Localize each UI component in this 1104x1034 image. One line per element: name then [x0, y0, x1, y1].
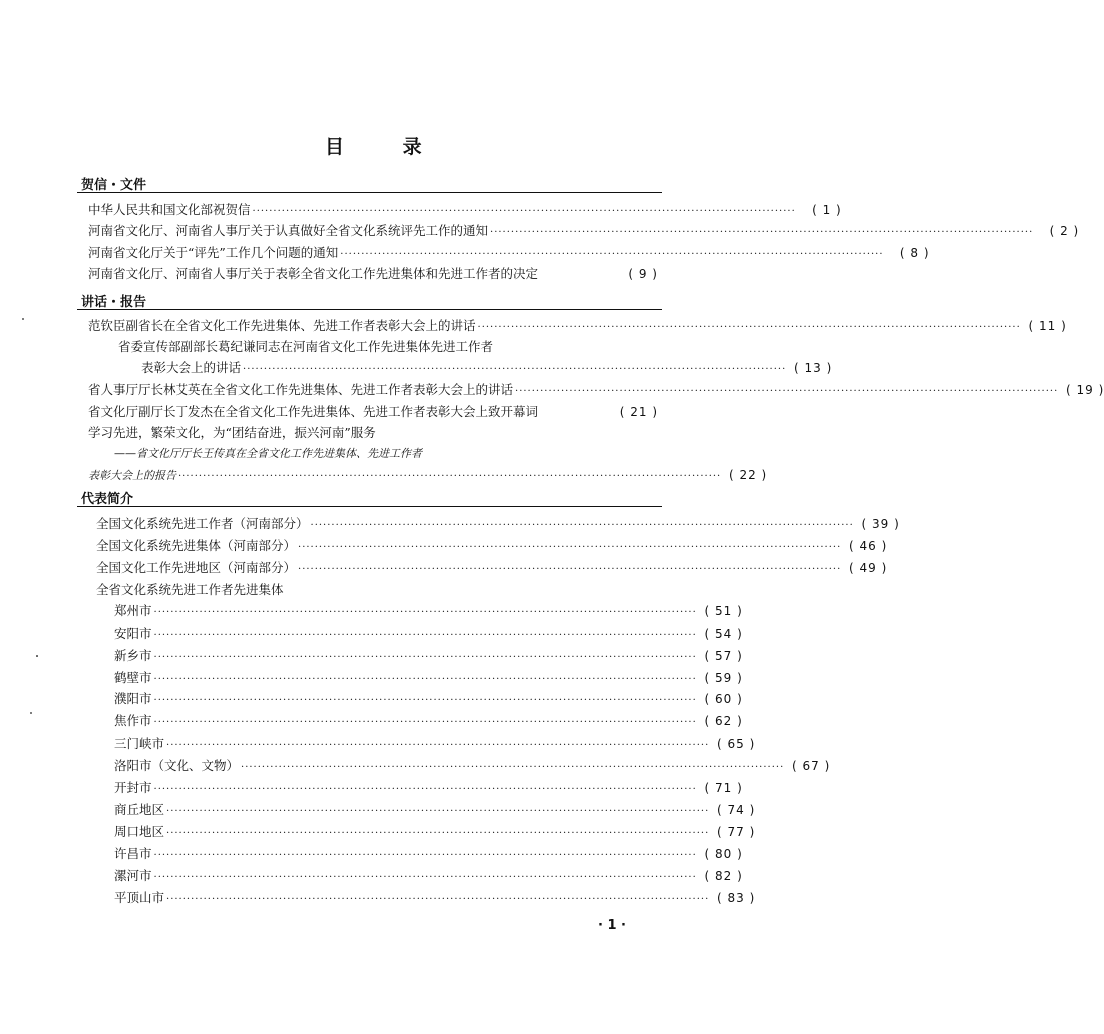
section-heading-speeches-reports	[81, 291, 146, 310]
toc-entry[interactable]	[114, 646, 743, 666]
toc-entry-page: ( 11 )	[1028, 319, 1067, 333]
toc-entry-page: ( 57 )	[704, 649, 743, 663]
leader-dots: ··································································································································	[166, 740, 710, 751]
leader-dots: ··································································································································	[166, 828, 710, 839]
toc-entry-page: ( 80 )	[704, 847, 743, 861]
section-rule	[77, 309, 662, 310]
toc-entry-title: 开封市	[114, 780, 152, 795]
section-heading-text: 代表简介	[81, 492, 134, 507]
section-heading-letters-documents	[81, 174, 146, 193]
leader-dots: ··································································································································	[477, 322, 1021, 333]
toc-entry[interactable]	[88, 243, 930, 263]
toc-entry-title: 洛阳市（文化、文物）	[114, 758, 240, 773]
toc-entry-page: ( 67 )	[791, 759, 831, 773]
section-heading-text: 讲话・报告	[81, 295, 147, 310]
toc-entry-title: 全国文化工作先进地区（河南部分）	[96, 560, 297, 575]
toc-entry-title: 焦作市	[114, 713, 152, 728]
toc-entry-title: 安阳市	[114, 626, 152, 641]
toc-entry-title-line: 省委宣传部副部长葛纪谦同志在河南省文化工作先进集体先进工作者	[118, 339, 494, 354]
toc-entry[interactable]	[114, 689, 743, 709]
toc-entry[interactable]	[114, 778, 743, 798]
toc-entry-page: ( 8 )	[899, 246, 930, 260]
toc-entry-title: 河南省文化厅、河南省人事厅关于表彰全省文化工作先进集体和先进工作者的决定	[88, 266, 539, 281]
toc-entry[interactable]	[114, 601, 743, 621]
leader-dots: ··································································································································	[340, 249, 884, 260]
toc-entry-title: 三门峡市	[114, 736, 165, 751]
toc-entry-page: ( 51 )	[704, 604, 743, 618]
toc-entry-page: ( 74 )	[716, 803, 756, 817]
leader-dots: ··································································································································	[166, 894, 710, 905]
toc-entry-page: ( 65 )	[716, 737, 756, 751]
toc-entry-page: ( 19 )	[1065, 383, 1104, 397]
toc-entry-title: 河南省文化厅、河南省人事厅关于认真做好全省文化系统评先工作的通知	[88, 223, 489, 238]
toc-entry[interactable]	[114, 866, 743, 886]
toc-entry-page: ( 46 )	[848, 539, 888, 553]
toc-entry-title: 省文化厅副厅长丁发杰在全省文化工作先进集体、先进工作者表彰大会上致开幕词	[88, 404, 539, 419]
scan-speck	[36, 655, 38, 657]
leader-dots: ··································································································································	[153, 872, 697, 883]
page-title: 目 录	[325, 136, 448, 158]
leader-dots: ··································································································································	[153, 674, 697, 685]
toc-entry-page: ( 1 )	[812, 203, 842, 217]
toc-entry-page: ( 54 )	[704, 627, 743, 641]
toc-entry[interactable]	[114, 800, 756, 820]
leader-dots: ··································································································································	[298, 542, 842, 553]
leader-dots: ··································································································································	[310, 520, 854, 531]
toc-entry[interactable]	[96, 514, 900, 534]
scan-speck	[22, 318, 24, 320]
toc-entry-title: 周口地区	[114, 824, 165, 839]
toc-entry-page: ( 62 )	[704, 714, 743, 728]
toc-entry-page: ( 59 )	[704, 671, 743, 685]
toc-entry-title: 郑州市	[114, 603, 152, 618]
toc-entry[interactable]	[88, 264, 658, 284]
section-rule	[77, 192, 662, 193]
toc-entry[interactable]	[88, 402, 658, 422]
toc-entry-title: 漯河市	[114, 868, 152, 883]
leader-dots: ··································································································································	[243, 364, 787, 375]
toc-entry-title-line: 学习先进，繁荣文化，为“团结奋进，振兴河南”服务	[88, 425, 376, 440]
toc-entry-page: ( 2 )	[1049, 224, 1080, 238]
toc-entry-page: ( 60 )	[704, 692, 743, 706]
toc-entry-title: 河南省文化厅关于“评先”工作几个问题的通知	[88, 245, 339, 260]
leader-dots: ··································································································································	[241, 762, 785, 773]
toc-entry[interactable]	[88, 380, 1104, 400]
toc-entry[interactable]	[114, 668, 743, 688]
toc-entry[interactable]	[114, 624, 743, 644]
toc-entry-page: ( 49 )	[848, 561, 888, 575]
leader-dots: ··································································································································	[153, 630, 697, 641]
section-heading-representatives	[81, 488, 133, 507]
toc-entry-title: 表彰大会上的讲话	[141, 360, 242, 375]
leader-dots: ··································································································································	[153, 850, 697, 861]
toc-entry-title: 商丘地区	[114, 802, 165, 817]
toc-entry-page: ( 13 )	[793, 361, 833, 375]
toc-entry[interactable]	[88, 465, 768, 485]
toc-entry-title: 全国文化系统先进工作者（河南部分）	[96, 516, 309, 531]
toc-entry[interactable]	[114, 756, 831, 776]
toc-entry[interactable]	[88, 221, 1080, 241]
toc-entry-subtitle-line: ——省文化厅厅长王传真在全省文化工作先进集体、先进工作者	[114, 447, 422, 460]
toc-entry-page: ( 39 )	[861, 517, 900, 531]
toc-entry[interactable]	[114, 888, 756, 908]
toc-entry-page: ( 21 )	[619, 405, 658, 419]
leader-dots: ··································································································································	[153, 607, 697, 618]
toc-entry[interactable]	[114, 844, 743, 864]
page-number: · 1 ·	[598, 918, 626, 933]
toc-entry-title: 平顶山市	[114, 890, 165, 905]
toc-entry-page: ( 9 )	[628, 267, 658, 281]
leader-dots: ··································································································································	[153, 717, 697, 728]
toc-entry-title: 范钦臣副省长在全省文化工作先进集体、先进工作者表彰大会上的讲话	[88, 318, 476, 333]
leader-dots: ··································································································································	[252, 206, 796, 217]
toc-entry-title: 全国文化系统先进集体（河南部分）	[96, 538, 297, 553]
toc-entry-page: ( 71 )	[704, 781, 743, 795]
toc-entry-title: 鹤壁市	[114, 670, 152, 685]
toc-entry[interactable]	[88, 316, 1067, 336]
toc-entry-title-line: 全省文化系统先进工作者先进集体	[96, 582, 284, 597]
toc-entry-page: ( 83 )	[716, 891, 756, 905]
toc-entry[interactable]	[114, 711, 743, 731]
toc-entry-title: 许昌市	[114, 846, 152, 861]
toc-entry[interactable]	[96, 558, 888, 578]
toc-entry[interactable]	[114, 734, 756, 754]
leader-dots: ··································································································································	[298, 564, 842, 575]
scan-speck	[30, 712, 32, 714]
section-rule	[77, 506, 662, 507]
toc-entry-page: ( 82 )	[704, 869, 743, 883]
leader-dots: ··································································································································	[490, 227, 1034, 238]
toc-entry-title: 省人事厅厅长林艾英在全省文化工作先进集体、先进工作者表彰大会上的讲话	[88, 382, 514, 397]
leader-dots: ··································································································································	[153, 784, 697, 795]
toc-entry-title: 表彰大会上的报告	[88, 469, 176, 482]
toc-entry[interactable]	[96, 536, 888, 556]
leader-dots: ··································································································································	[178, 471, 722, 482]
toc-entry-page: ( 77 )	[716, 825, 756, 839]
leader-dots: ··································································································································	[515, 386, 1059, 397]
leader-dots: ··································································································································	[153, 652, 697, 663]
section-heading-text: 贺信・文件	[81, 178, 147, 193]
toc-entry[interactable]	[88, 200, 842, 220]
toc-entry[interactable]	[141, 358, 833, 378]
toc-entry-title: 濮阳市	[114, 691, 152, 706]
leader-dots: ··································································································································	[166, 806, 710, 817]
toc-entry[interactable]	[114, 822, 756, 842]
leader-dots: ··································································································································	[153, 695, 697, 706]
toc-entry-page: ( 22 )	[728, 468, 768, 482]
toc-entry-title: 新乡市	[114, 648, 152, 663]
toc-entry-title: 中华人民共和国文化部祝贺信	[88, 202, 251, 217]
